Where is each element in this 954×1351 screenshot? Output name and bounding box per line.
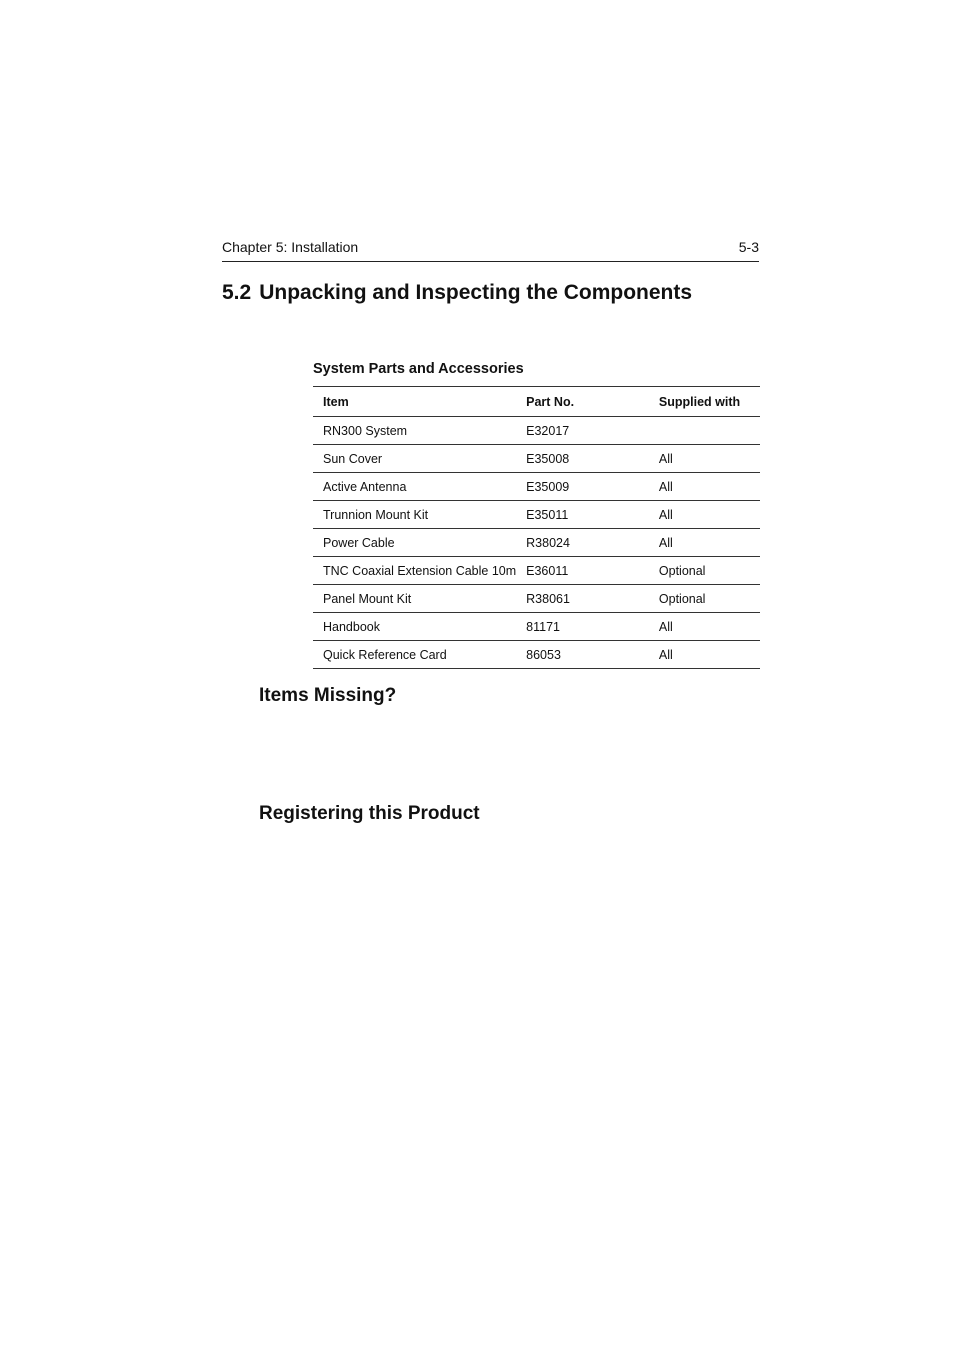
column-header-item: Item	[313, 387, 516, 417]
registering-product-heading: Registering this Product	[259, 803, 480, 824]
cell-item: RN300 System	[313, 417, 516, 445]
table-row	[313, 473, 760, 501]
column-header-part-no: Part No.	[516, 387, 649, 417]
cell-supplied-with: All	[649, 473, 760, 501]
parts-table	[313, 386, 760, 669]
cell-item: Sun Cover	[313, 445, 516, 473]
table-row	[313, 417, 760, 445]
table-row	[313, 557, 760, 585]
cell-supplied-with: All	[649, 529, 760, 557]
table-header-row	[313, 387, 760, 417]
items-missing-heading: Items Missing?	[259, 685, 397, 706]
cell-supplied-with: Optional	[649, 585, 760, 613]
cell-supplied-with: All	[649, 501, 760, 529]
cell-supplied-with: All	[649, 445, 760, 473]
table-row	[313, 613, 760, 641]
cell-part-no: R38061	[516, 585, 649, 613]
cell-part-no: R38024	[516, 529, 649, 557]
table-row	[313, 445, 760, 473]
table-caption: System Parts and Accessories	[313, 361, 524, 377]
cell-supplied-with: All	[649, 613, 760, 641]
table-row	[313, 585, 760, 613]
cell-supplied-with: All	[649, 641, 760, 669]
cell-item: Panel Mount Kit	[313, 585, 516, 613]
cell-part-no: 86053	[516, 641, 649, 669]
cell-part-no: E36011	[516, 557, 649, 585]
page-number: 5-3	[738, 239, 759, 255]
cell-part-no: E35009	[516, 473, 649, 501]
table-row	[313, 641, 760, 669]
cell-item: Handbook	[313, 613, 516, 641]
cell-item: Trunnion Mount Kit	[313, 501, 516, 529]
column-header-supplied-with: Supplied with	[649, 387, 760, 417]
running-header	[222, 236, 759, 262]
cell-supplied-with	[649, 417, 760, 445]
table-row	[313, 529, 760, 557]
cell-item: Quick Reference Card	[313, 641, 516, 669]
table-row	[313, 501, 760, 529]
section-title-text: Unpacking and Inspecting the Components	[259, 281, 693, 304]
cell-part-no: E35008	[516, 445, 649, 473]
section-number: 5.2	[222, 281, 252, 304]
section-title	[222, 281, 692, 305]
cell-part-no: E35011	[516, 501, 649, 529]
cell-part-no: 81171	[516, 613, 649, 641]
cell-item: TNC Coaxial Extension Cable 10m	[313, 557, 516, 585]
cell-supplied-with: Optional	[649, 557, 760, 585]
cell-part-no: E32017	[516, 417, 649, 445]
cell-item: Active Antenna	[313, 473, 516, 501]
cell-item: Power Cable	[313, 529, 516, 557]
chapter-label: Chapter 5: Installation	[222, 239, 359, 255]
